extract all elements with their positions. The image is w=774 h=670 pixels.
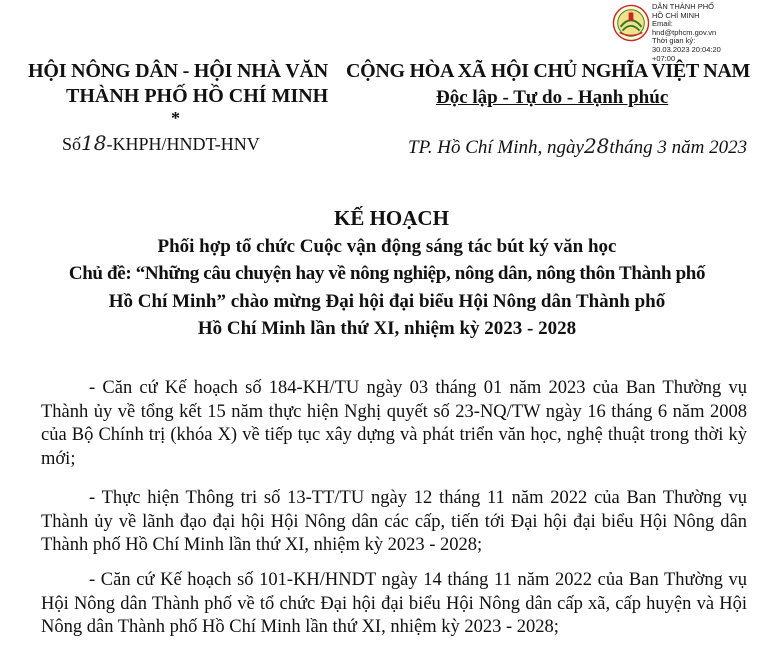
document-title: KẾ HOẠCH — [334, 206, 449, 230]
date-suffix: tháng 3 năm 2023 — [609, 137, 748, 158]
date-day-handwritten: 28 — [583, 134, 610, 158]
signature-line: hnd@tphcm.gov.vn — [652, 27, 717, 37]
signature-line: Thời gian ký: — [652, 36, 696, 46]
signature-line: DÂN THÀNH PHỐ — [652, 2, 714, 11]
document-number-handwritten: 18 — [81, 131, 107, 155]
body-paragraph: - Thực hiện Thông tri số 13-TT/TU ngày 12 tháng 11 năm 2022 của Ban Thường vụ Thành ủy về lãnh đạo đại hội Hội Nông dân các cấp, tiến tới Đại hội đại biểu Hội Nông dân Thành phố Hồ Chí Minh lần thứ XI, nhiệm kỳ 2023 - 2028; — [41, 488, 747, 556]
body-paragraph: - Căn cứ Kế hoạch số 184-KH/TU ngày 03 tháng 01 năm 2023 của Ban Thường vụ Thành ủy về tổng kết 15 năm thực hiện Nghị quyết số 23-NQ/TW ngày 16 tháng 6 năm 2008 của Bộ Chính trị (khóa X) về tiếp tục xây dựng và phát triển văn học, nghệ thuật trong thời kỳ mới; — [41, 378, 747, 469]
digital-signature — [652, 3, 772, 63]
signature-line: HỒ CHÍ MINH — [652, 10, 700, 20]
signature-line: 30.03.2023 20:04:20 — [652, 44, 721, 54]
national-motto: Độc lập - Tự do - Hạnh phúc — [436, 87, 669, 108]
title-line-2: Chủ đề: “Những câu chuyện hay về nông nghiệp, nông dân, nông thôn Thành phố — [68, 263, 706, 284]
signature-line: Email: — [652, 19, 673, 29]
farmers-union-logo-icon — [612, 4, 650, 42]
place-and-date — [408, 134, 747, 159]
org-name-line2: THÀNH PHỐ HỒ CHÍ MINH — [66, 85, 329, 107]
org-name-line1: HỘI NÔNG DÂN - HỘI NHÀ VĂN — [28, 60, 328, 82]
national-title: CỘNG HÒA XÃ HỘI CHỦ NGHĨA VIỆT NAM — [346, 60, 751, 82]
document-number-suffix: -KHPH/HNDT-HNV — [106, 134, 260, 154]
signature-line: +07:00 — [652, 53, 676, 63]
title-line-1: Phối hợp tổ chức Cuộc vận động sáng tác bút ký văn học — [157, 236, 617, 257]
date-prefix: TP. Hồ Chí Minh, ngày — [408, 137, 584, 158]
body-paragraph: - Căn cứ Kế hoạch số 101-KH/HNDT ngày 14 tháng 11 năm 2022 của Ban Thường vụ Hội Nông dân Thành phố về tổ chức Đại hội đại biểu Hội Nông dân cấp xã, cấp huyện và Hội Nông dân Thành phố Hồ Chí Minh lần thứ XI, nhiệm kỳ 2023 - 2028; — [41, 570, 747, 638]
title-line-4: Hồ Chí Minh lần thứ XI, nhiệm kỳ 2023 - 2028 — [197, 318, 577, 339]
document-number-prefix: Số — [62, 134, 82, 154]
org-star-divider: * — [171, 108, 180, 128]
document-number — [62, 131, 260, 155]
title-line-3: Hồ Chí Minh” chào mừng Đại hội đại biểu Hội Nông dân Thành phố — [108, 291, 666, 312]
